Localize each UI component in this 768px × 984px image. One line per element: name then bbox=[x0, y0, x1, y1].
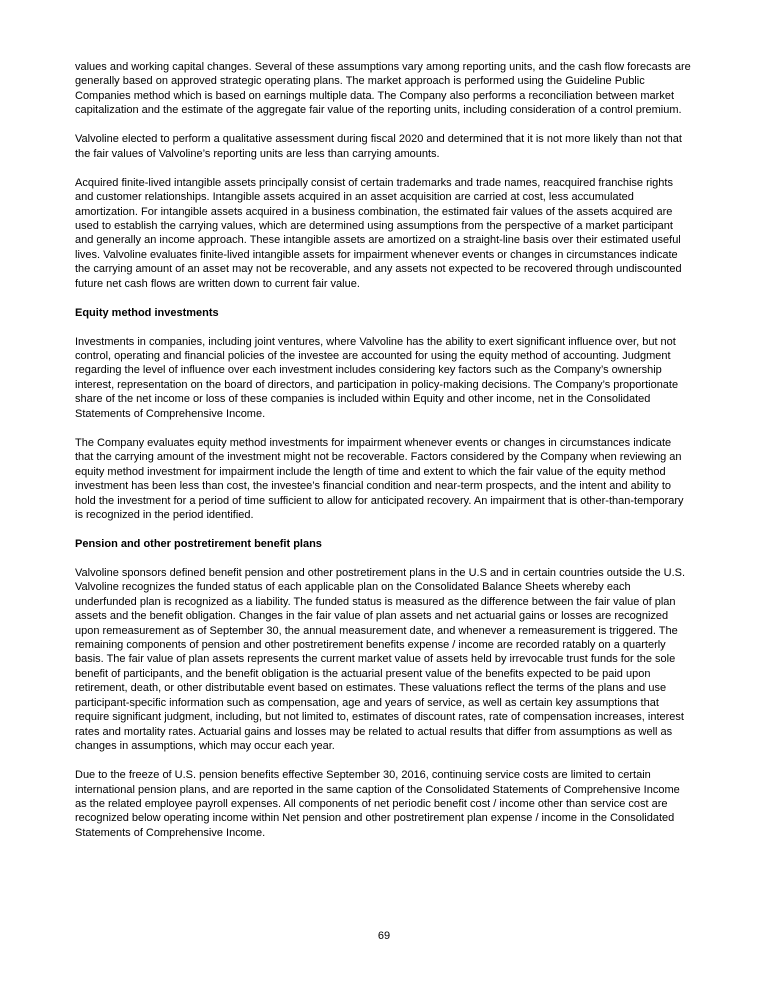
paragraph: Acquired finite-lived intangible assets principally consist of certain trademarks and trade names, reacquired franchise rights and customer relationships. Intangible assets acquired in an asset acquisition are carried at cost, less accumulated amortization. For intangible assets acquired in a business combination, the estimated fair values of the assets acquired are used to establish the carrying values, which are determined using assumptions from the perspective of a market participant and generally an income approach. These intangible assets are amortized on a straight-line basis over their estimated useful lives. Valvoline evaluates finite-lived intangible assets for impairment whenever events or changes in circumstances indicate the carrying amount of an asset may not be recoverable, and any assets not expected to be recovered through undiscounted future net cash flows are written down to current fair value. bbox=[75, 176, 682, 290]
document-body bbox=[75, 60, 692, 855]
section-heading: Pension and other postretirement benefit plans bbox=[75, 537, 322, 550]
page-number: 69 bbox=[377, 930, 391, 942]
paragraph: Valvoline elected to perform a qualitative assessment during fiscal 2020 and determined that it is not more likely than not that the fair values of Valvoline’s reporting units are less than carrying amounts. bbox=[75, 133, 682, 160]
paragraph: Investments in companies, including joint ventures, where Valvoline has the ability to exert significant influence over, but not control, operating and financial policies of the investee are accounted for using the equity method of accounting. Judgment regarding the level of influence over each investment includes considering key factors such as the Company’s ownership interest, representation on the board of directors, and participation in policy-making decisions. The Company’s proportionate share of the net income or loss of these companies is included within Equity and other income, net in the Consolidated Statements of Comprehensive Income. bbox=[75, 335, 679, 420]
paragraph: Due to the freeze of U.S. pension benefits effective September 30, 2016, continuing service costs are limited to certain international pension plans, and are reported in the same caption of the Consolidated Statements of Comprehensive Income as the related employee payroll expenses. All components of net periodic benefit cost / income other than service cost are recognized below operating income within Net pension and other postretirement plan expense / income in the Consolidated Statements of Comprehensive Income. bbox=[75, 769, 680, 839]
paragraph: values and working capital changes. Several of these assumptions vary among reporting units, and the cash flow forecasts are generally based on approved strategic operating plans. The market approach is performed using the Guideline Public Companies method which is based on earnings multiple data. The Company also performs a reconciliation between market capitalization and the estimate of the aggregate fair value of the reporting units, including consideration of a control premium. bbox=[75, 61, 691, 117]
paragraph: The Company evaluates equity method investments for impairment whenever events or changes in circumstances indicate that the carrying amount of the investment might not be recoverable. Factors considered by the Company when reviewing an equity method investment for impairment include the length of time and extent to which the fair value of the equity method investment has been less than cost, the investee’s financial condition and near-term prospects, and the intent and ability to hold the investment for a period of time sufficient to allow for anticipated recovery. An impairment that is other-than-temporary is recognized in the period identified. bbox=[75, 436, 684, 521]
paragraph: Valvoline sponsors defined benefit pension and other postretirement plans in the U.S and in certain countries outside the U.S. Valvoline recognizes the funded status of each applicable plan on the Consolidated Balance Sheets whereby each underfunded plan is recognized as a liability. The funded status is measured as the difference between the fair value of plan assets and the benefit obligation. Changes in the fair value of plan assets and net actuarial gains or losses are recognized upon remeasurement as of September 30, the annual measurement date, and whenever a remeasurement is triggered. The remaining components of pension and other postretirement benefits expense / income are recorded ratably on a quarterly basis. The fair value of plan assets represents the current market value of assets held by irrevocable trust funds for the sole benefit of participants, and the benefit obligation is the actuarial present value of the benefits expected to be paid upon retirement, death, or other distributable event based on estimates. These valuations reflect the terms of the plans and use participant-specific information such as compensation, age and years of service, as well as certain key assumptions that require significant judgment, including, but not limited to, estimates of discount rates, rate of compensation increases, interest rates and mortality rates. Actuarial gains and losses may be related to actual results that differ from assumptions as well as changes in assumptions, which may occur each year. bbox=[75, 566, 686, 753]
section-heading: Equity method investments bbox=[75, 306, 219, 319]
